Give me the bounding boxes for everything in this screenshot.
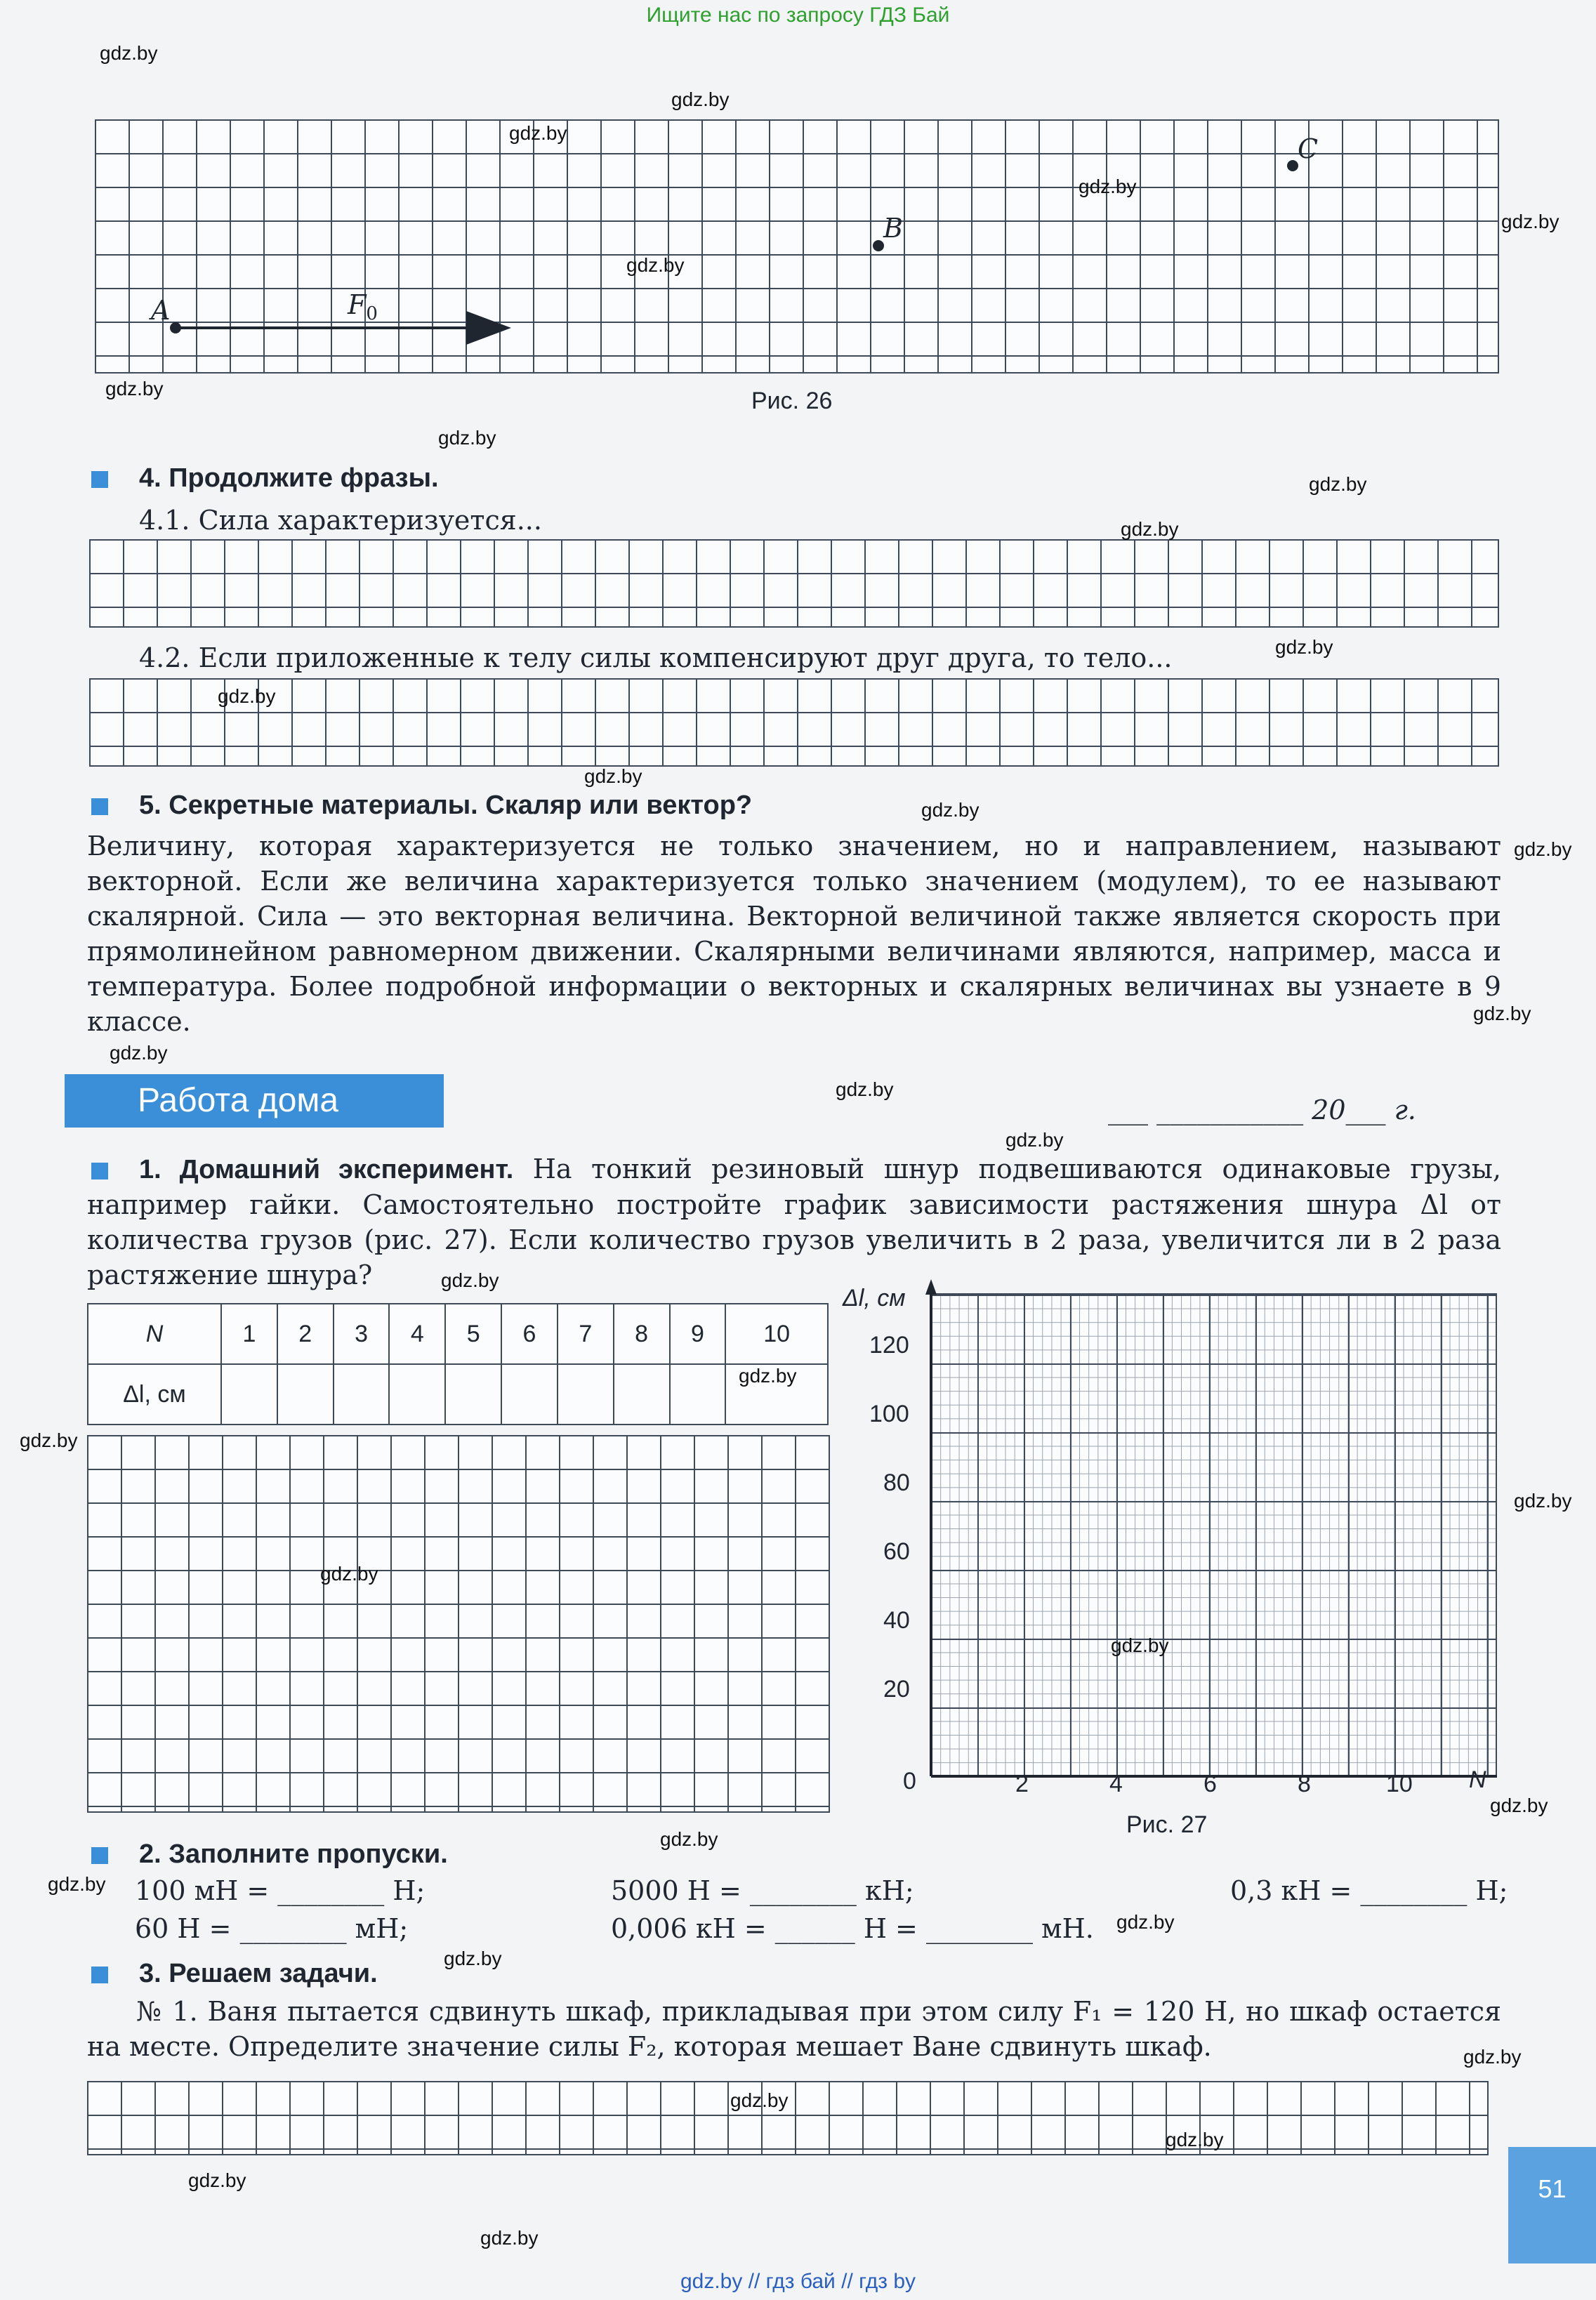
watermark: gdz.by xyxy=(1473,1003,1531,1024)
fill-in-3[interactable]: 0,3 кН = ________ Н; xyxy=(1230,1875,1508,1906)
watermark: gdz.by xyxy=(438,427,496,449)
watermark: gdz.by xyxy=(1514,1490,1572,1512)
watermark: gdz.by xyxy=(1275,636,1333,658)
task-5-title: 5. Секретные материалы. Скаляр или вектор? xyxy=(91,791,752,821)
watermark: gdz.by xyxy=(626,254,685,276)
table-col-7: 7 xyxy=(558,1304,614,1364)
point-b-dot xyxy=(873,240,884,251)
watermark: gdz.by xyxy=(671,88,730,110)
watermark: gdz.by xyxy=(1116,1911,1175,1933)
watermark: gdz.by xyxy=(1005,1129,1064,1151)
watermark: gdz.by xyxy=(1490,1795,1548,1816)
task-4-2-answer-grid[interactable] xyxy=(89,678,1499,767)
bottom-banner[interactable]: gdz.by // гдз бай // гдз by xyxy=(680,2270,916,2293)
task-4-item-2: 4.2. Если приложенные к телу силы компенсируют друг друга, то тело... xyxy=(139,642,1173,673)
fig27-x-tick-2: 2 xyxy=(1015,1771,1029,1797)
watermark: gdz.by xyxy=(1309,473,1367,495)
watermark: gdz.by xyxy=(1463,2046,1522,2068)
home-task-2-title: 2. Заполните пропуски. xyxy=(91,1839,448,1870)
point-a-dot xyxy=(170,322,181,333)
home-task-3-title: 3. Решаем задачи. xyxy=(91,1959,378,1989)
watermark: gdz.by xyxy=(584,765,642,787)
top-banner[interactable]: Ищите нас по запросу ГДЗ Бай xyxy=(646,4,950,27)
watermark: gdz.by xyxy=(218,685,276,707)
task-4-item-1: 4.1. Сила характеризуется... xyxy=(139,505,542,536)
watermark: gdz.by xyxy=(1501,211,1559,232)
table-col-4: 4 xyxy=(389,1304,445,1364)
square-bullet-icon xyxy=(91,798,108,815)
watermark: gdz.by xyxy=(660,1828,718,1850)
table-cell[interactable] xyxy=(558,1364,614,1425)
figure-27-caption: Рис. 27 xyxy=(1126,1811,1208,1838)
task-5-text: Величину, которая характеризуется не только значением, но и направлением, называют векторной. Если же величина характеризуется только значением (модулем), то ее называют скалярной. Сила — это векторная величина. Векторной величиной также является скорость при прямолинейном равномерном движении. Скалярными величинами являются, например, масса и температура. Более подробной информации о векторных и скалярных величинах вы узнаете в 9 классе. xyxy=(87,831,1501,1037)
table-cell[interactable] xyxy=(501,1364,558,1425)
table-cell[interactable] xyxy=(277,1364,334,1425)
point-c-dot xyxy=(1287,160,1298,171)
watermark: gdz.by xyxy=(1121,518,1179,540)
table-col-3: 3 xyxy=(334,1304,390,1364)
watermark: gdz.by xyxy=(441,1269,499,1291)
force-f0-label: $F_0$ xyxy=(348,289,378,324)
table-cell[interactable] xyxy=(670,1364,726,1425)
watermark: gdz.by xyxy=(730,2089,789,2111)
fig27-y-axis-label: Δl, см xyxy=(843,1285,906,1311)
watermark: gdz.by xyxy=(509,122,567,144)
fig27-y-tick-20: 20 xyxy=(883,1676,910,1703)
home-work-banner: Работа дома xyxy=(65,1074,444,1128)
watermark: gdz.by xyxy=(188,2169,246,2191)
figure-26-drawing xyxy=(95,119,1499,374)
fill-in-1[interactable]: 100 мН = ________ Н; xyxy=(135,1875,426,1906)
fig27-x-tick-6: 6 xyxy=(1203,1771,1217,1797)
table-col-1: 1 xyxy=(221,1304,277,1364)
fig27-x-tick-8: 8 xyxy=(1298,1771,1311,1797)
experiment-answer-grid[interactable] xyxy=(87,1435,830,1813)
home-task-1: 1. Домашний эксперимент. На тонкий резиновый шнур подвешиваются одинаковые грузы, например гайки. Самостоятельно постройте график зависимости растяжения шнура Δl от количества грузов (рис. 27). Если количество грузов увеличить в 2 раза, увеличится ли в 2 раза растяжение шнура? xyxy=(87,1154,1501,1290)
square-bullet-icon xyxy=(91,1163,108,1179)
fig27-x-tick-4: 4 xyxy=(1109,1771,1123,1797)
watermark: gdz.by xyxy=(836,1078,894,1100)
square-bullet-icon xyxy=(91,1967,108,1983)
table-col-5: 5 xyxy=(445,1304,501,1364)
table-col-9: 9 xyxy=(670,1304,726,1364)
problem-1-text: № 1. Ваня пытается сдвинуть шкаф, прикладывая при этом силу F₁ = 120 Н, но шкаф остается на месте. Определите значение силы F₂, которая мешает Ване сдвинуть шкаф. xyxy=(87,1996,1501,2062)
watermark: gdz.by xyxy=(320,1563,378,1585)
fill-in-4[interactable]: 60 Н = ________ мН; xyxy=(135,1913,409,1944)
table-col-2: 2 xyxy=(277,1304,334,1364)
fig27-y-tick-120: 120 xyxy=(869,1332,909,1359)
watermark: gdz.by xyxy=(1166,2129,1224,2150)
fig27-y-tick-100: 100 xyxy=(869,1401,909,1427)
figure-26-caption: Рис. 26 xyxy=(751,388,833,414)
point-a-label: A xyxy=(151,295,171,326)
watermark: gdz.by xyxy=(20,1429,78,1451)
table-col-8: 8 xyxy=(614,1304,670,1364)
watermark: gdz.by xyxy=(480,2227,539,2249)
watermark: gdz.by xyxy=(739,1365,797,1387)
fig27-axes xyxy=(913,1278,1517,1783)
watermark: gdz.by xyxy=(1514,838,1572,860)
fig27-x-tick-0: 0 xyxy=(903,1768,916,1795)
watermark: gdz.by xyxy=(110,1042,168,1064)
watermark: gdz.by xyxy=(1079,176,1137,197)
point-b-label: B xyxy=(883,213,903,244)
fig27-x-axis-label: N xyxy=(1469,1766,1486,1793)
fig27-x-tick-10: 10 xyxy=(1386,1771,1413,1797)
fig27-y-tick-40: 40 xyxy=(883,1607,910,1634)
table-header-dl: Δl, см xyxy=(88,1364,221,1425)
table-cell[interactable] xyxy=(614,1364,670,1425)
watermark: gdz.by xyxy=(48,1873,106,1895)
fill-in-5[interactable]: 0,006 кН = ______ Н = ________ мН. xyxy=(611,1913,1094,1944)
table-cell[interactable] xyxy=(445,1364,501,1425)
task-4-title: 4. Продолжите фразы. xyxy=(91,463,439,494)
task-4-1-answer-grid[interactable] xyxy=(89,539,1499,628)
date-line[interactable]: ___ ___________ 20___ г. xyxy=(1108,1095,1416,1125)
table-cell[interactable] xyxy=(221,1364,277,1425)
fig27-y-tick-80: 80 xyxy=(883,1469,910,1496)
watermark: gdz.by xyxy=(921,799,980,821)
table-cell[interactable] xyxy=(389,1364,445,1425)
experiment-table xyxy=(87,1303,829,1425)
watermark: gdz.by xyxy=(105,378,164,399)
point-c-label: C xyxy=(1298,133,1319,164)
fig27-y-tick-60: 60 xyxy=(883,1538,910,1565)
watermark: gdz.by xyxy=(1111,1634,1169,1656)
square-bullet-icon xyxy=(91,1847,108,1864)
table-col-10: 10 xyxy=(725,1304,828,1364)
table-col-6: 6 xyxy=(501,1304,558,1364)
table-cell[interactable] xyxy=(334,1364,390,1425)
watermark: gdz.by xyxy=(100,42,158,64)
page-number: 51 xyxy=(1508,2147,1596,2263)
square-bullet-icon xyxy=(91,471,108,488)
watermark: gdz.by xyxy=(444,1948,502,1969)
fill-in-2[interactable]: 5000 Н = ________ кН; xyxy=(611,1875,914,1906)
table-header-n: N xyxy=(88,1304,221,1364)
